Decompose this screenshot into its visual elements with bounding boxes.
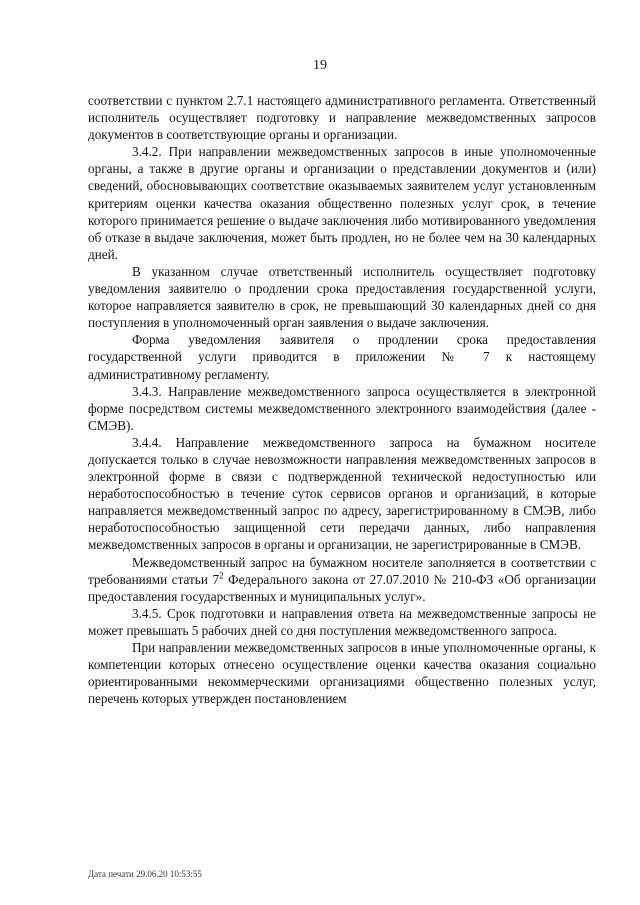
paragraph: соответствии с пунктом 2.7.1 настоящего административного регламента. Ответственный исполнитель осуществляет подготовку и направление межведомственных запросов документов в соответствующие органы и организации. [88, 93, 596, 143]
page-number: 19 [313, 58, 327, 73]
paragraph-law-reference [88, 554, 596, 605]
paragraph: 3.4.3. Направление межведомственного запроса осуществляется в электронной форме посредством системы межведомственного электронного взаимодействия (далее - СМЭВ). [88, 383, 596, 433]
paragraph: 3.4.2. При направлении межведомственных запросов в иные уполномоченные органы, а также в другие органы и организации о представлении документов и (или) сведений, обосновывающих соответствие оказываемых заявителем услуг установленным критериям оценки качества оказания общественно полезных услуг срок, в течение которого принимается решение о выдаче заключения либо мотивированного уведомления об отказе в выдаче заключения, может быть продлен, но не более чем на 30 календарных дней. [88, 144, 596, 262]
paragraph: 3.4.4. Направление межведомственного запроса на бумажном носителе допускается только в случае невозможности направления межведомственных запросов в электронной форме в связи с подтвержденной технической недоступностью или неработоспособностью в течение суток сервисов органов и организаций, в которые направляется межведомственный запрос по адресу, зарегистрированному в СМЭВ, либо неработоспособностью защищенной сети передачи данных, либо направления межведомственных запросов в органы и организации, не зарегистрированные в СМЭВ. [88, 434, 596, 553]
law-text-before: Межведомственный запрос на бумажном носителе заполняется в соответствии с требованиями статьи 7 [88, 554, 596, 587]
paragraph: Форма уведомления заявителя о продлении срока предоставления государственной услуги приводится в приложении № 7 к настоящему административному регламенту. [88, 332, 596, 382]
article-superscript: 2 [219, 570, 224, 581]
paragraph: При направлении межведомственных запросов в иные уполномоченные органы, к компетенции которых отнесено осуществление оценки качества оказания социально ориентированными некоммерческими организациями общественно полезных услуг, перечень которых утвержден постановлением [88, 640, 596, 707]
paragraph: В указанном случае ответственный исполнитель осуществляет подготовку уведомления заявителю о продлении срока предоставления государственной услуги, которое направляется заявителю в срок, не превышающий 30 календарных дней со дня поступления в уполномоченный орган заявления о выдаче заключения. [88, 263, 596, 331]
law-text-after: Федерального закона от 27.07.2010 № 210-ФЗ «Об организации предоставления государственных и муниципальных услуг». [88, 571, 596, 604]
print-date-footer: Дата печати 29.06.20 10:53:55 [88, 869, 202, 879]
paragraph: 3.4.5. Срок подготовки и направления ответа на межведомственные запросы не может превышать 5 рабочих дней со дня поступления межведомственного запроса. [88, 605, 596, 638]
document-body [88, 92, 596, 707]
